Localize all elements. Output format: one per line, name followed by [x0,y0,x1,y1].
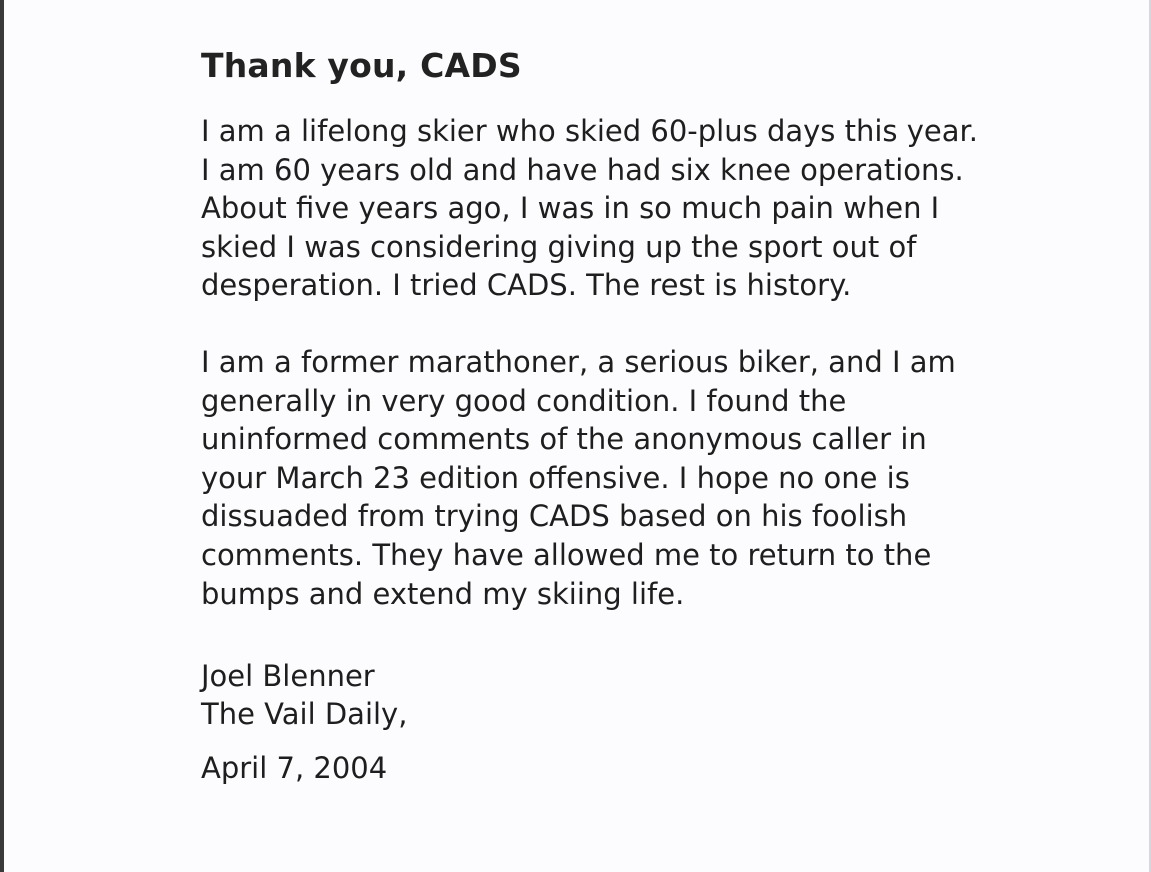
paragraph-line: uninformed comments of the anonymous caller in [201,422,927,457]
paragraph-1 [201,112,1101,305]
paragraph-line: desperation. I tried CADS. The rest is history. [201,268,852,303]
paragraph-line: generally in very good condition. I found the [201,383,847,418]
paragraph-line: dissuaded from trying CADS based on his foolish [201,499,908,534]
paragraph-line: skied I was considering giving up the sport out of [201,229,917,264]
paragraph-2 [201,343,1101,613]
scan-left-edge [0,0,4,872]
signature-block [201,657,1101,733]
paragraph-line: your March 23 edition offensive. I hope no one is [201,460,910,495]
publication-name: The Vail Daily, [201,697,408,732]
paragraph-line: bumps and extend my skiing life. [201,576,685,611]
paragraph-line: About five years ago, I was in so much pain when I [201,191,940,226]
letter-date: April 7, 2004 [201,751,388,786]
paragraph-line: I am a former marathoner, a serious biker, and I am [201,344,956,379]
paragraph-line: comments. They have allowed me to return to the [201,537,932,572]
paragraph-line: I am a lifelong skier who skied 60-plus days this year. [201,114,978,148]
letter-title: Thank you, CADS [201,46,522,85]
paragraph-line: I am 60 years old and have had six knee operations. [201,152,964,187]
author-name: Joel Blenner [201,659,375,694]
letter-body [201,40,1101,787]
